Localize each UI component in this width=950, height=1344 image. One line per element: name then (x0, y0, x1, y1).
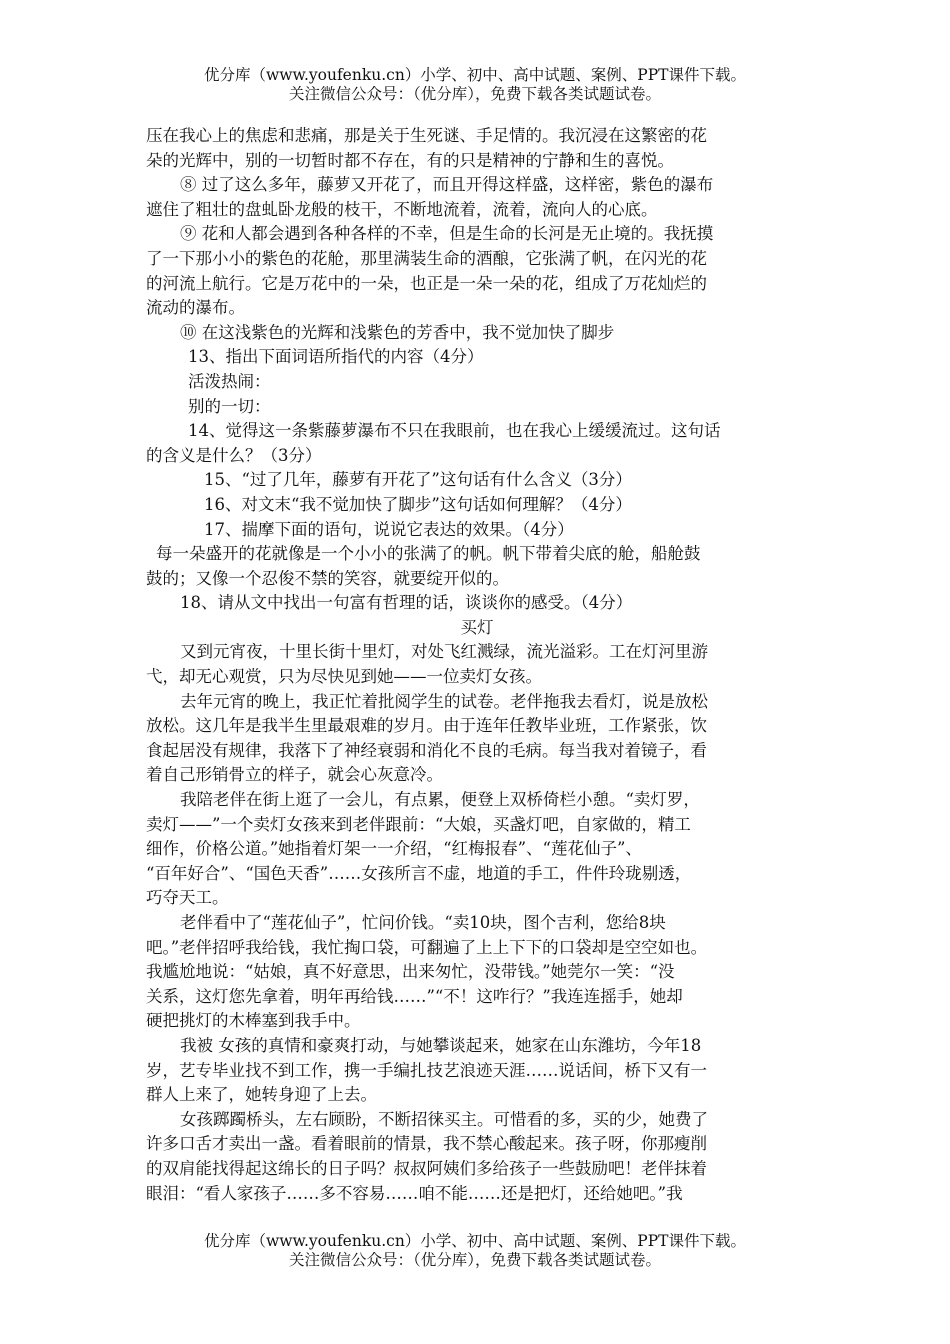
text-line: 的河流上航行。它是万花中的一朵，也正是一朵一朵的花，组成了万花灿烂的 (146, 273, 707, 293)
text-line: 老伴看中了“莲花仙子”，忙问价钱。“卖10块，图个吉利，您给8块 (180, 913, 666, 932)
text-line: 了一下那小小的紫色的花舱，那里满装生命的酒酿，它张满了帆，在闪光的花 (146, 248, 707, 268)
article-title: 买灯 (460, 617, 494, 637)
text-line: 的含义是什么？（3分） (146, 445, 322, 465)
text-line: 细作，价格公道。”她指着灯架一一介绍，“红梅报春”、“莲花仙子”、 (146, 839, 642, 859)
text-line: 岁，艺专毕业找不到工作，携一手编扎技艺浪迹天涯……说话间，桥下又有一 (146, 1060, 707, 1080)
page-footer (0, 1232, 950, 1270)
page-header (0, 66, 950, 104)
question-16: 16、对文末“我不觉加快了脚步”这句话如何理解？（4分） (204, 494, 632, 514)
text-line: 硬把挑灯的木棒塞到我手中。 (146, 1011, 361, 1031)
text-line: 着自己形销骨立的样子，就会心灰意冷。 (146, 765, 443, 785)
text-line: 又到元宵夜，十里长街十里灯，对处飞红溅绿，流光溢彩。工在灯河里游 (180, 642, 708, 662)
question-18: 18、请从文中找出一句富有哲理的话，谈谈你的感受。（4分） (180, 593, 633, 613)
text-line: 食起居没有规律，我落下了神经衰弱和消化不良的毛病。每当我对着镜子，看 (146, 740, 707, 760)
text-line: 去年元宵的晚上，我正忙着批阅学生的试卷。老伴拖我去看灯，说是放松 (180, 691, 708, 711)
footer-line-2: 关注微信公众号：（优分库），免费下载各类试题试卷。 (288, 1251, 661, 1269)
paragraph-8: ⑧ 过了这么多年，藤萝又开花了，而且开得这样盛，这样密，紫色的瀑布 (180, 175, 714, 195)
text-line: 我尴尬地说：“姑娘，真不好意思，出来匆忙，没带钱。”她莞尔一笑：“没 (146, 962, 675, 982)
question-17: 17、揣摩下面的语句，说说它表达的效果。（4分） (204, 519, 574, 539)
text-line: 我陪老伴在街上逛了一会儿，有点累，便登上双桥倚栏小憩。“卖灯罗， (180, 790, 700, 810)
text-line: 我被 女孩的真情和豪爽打动，与她攀谈起来，她家在山东潍坊，今年18 (180, 1035, 702, 1055)
quoted-sentence: 每一朵盛开的花就像是一个小小的张满了的帆。帆下带着尖底的舱，船舱鼓 (156, 544, 701, 564)
question-13-item-1: 活泼热闹： (188, 371, 271, 391)
text-line: 女孩踯躅桥头，左右顾盼，不断招徕买主。可惜看的多，买的少，她费了 (180, 1109, 708, 1129)
question-13-item-2: 别的一切： (188, 396, 271, 416)
text-line: 眼泪：“看人家孩子……多不容易……咱不能……还是把灯，还给她吧。”我 (146, 1183, 683, 1203)
text-line: 吧。”老伴招呼我给钱，我忙掏口袋，可翻遍了上上下下的口袋却是空空如也。 (146, 937, 708, 957)
text-line: 弋，却无心观赏，只为尽快见到她——一位卖灯女孩。 (146, 667, 542, 687)
text-line: 流动的瀑布。 (146, 298, 245, 318)
document-body (146, 124, 808, 1206)
text-line: 压在我心上的焦虑和悲痛，那是关于生死谜、手足情的。我沉浸在这繁密的花 (146, 126, 707, 145)
text-line: 的双肩能找得起这绵长的日子吗？叔叔阿姨们多给孩子一些鼓励吧！老伴抹着 (146, 1158, 707, 1178)
text-line: “百年好合”、“国色天香”……女孩所言不虚，地道的手工，件件玲珑剔透， (146, 863, 692, 883)
footer-line-1: 优分库（www.youfenku.cn）小学、初中、高中试题、案例、PPT课件下载。 (203, 1232, 747, 1250)
text-line: 许多口舌才卖出一盏。看着眼前的情景，我不禁心酸起来。孩子呀，你那瘦削 (146, 1134, 707, 1154)
text-line: 群人上来了，她转身迎了上去。 (146, 1085, 377, 1105)
paragraph-9: ⑨ 花和人都会遇到各种各样的不幸，但是生命的长河是无止境的。我抚摸 (180, 224, 714, 244)
header-line-1: 优分库（www.youfenku.cn）小学、初中、高中试题、案例、PPT课件下载。 (203, 66, 747, 84)
paragraph-10: ⑩ 在这浅紫色的光辉和浅紫色的芳香中，我不觉加快了脚步 (180, 322, 615, 342)
text-line: 关系，这灯您先拿着，明年再给钱……”“不！这咋行？”我连连摇手，她却 (146, 986, 683, 1006)
question-15: 15、“过了几年，藤萝有开花了”这句话有什么含义（3分） (204, 470, 632, 490)
text-line: 鼓的；又像一个忍俊不禁的笑容，就要绽开似的。 (146, 568, 509, 588)
text-line: 放松。这几年是我半生里最艰难的岁月。由于连年任教毕业班，工作紧张，饮 (146, 716, 707, 736)
header-line-2: 关注微信公众号：（优分库），免费下载各类试题试卷。 (288, 85, 661, 103)
question-13: 13、指出下面词语所指代的内容（4分） (188, 347, 484, 367)
question-14: 14、觉得这一条紫藤萝瀑布不只在我眼前，也在我心上缓缓流过。这句话 (188, 421, 721, 441)
text-line: 朵的光辉中，别的一切暂时都不存在，有的只是精神的宁静和生的喜悦。 (146, 150, 674, 170)
text-line: 巧夺天工。 (146, 888, 229, 908)
text-line: 遮住了粗壮的盘虬卧龙般的枝干，不断地流着，流着，流向人的心底。 (146, 199, 658, 219)
text-line: 卖灯——”一个卖灯女孩来到老伴跟前：“大娘，买盏灯吧，自家做的，精工 (146, 814, 691, 834)
